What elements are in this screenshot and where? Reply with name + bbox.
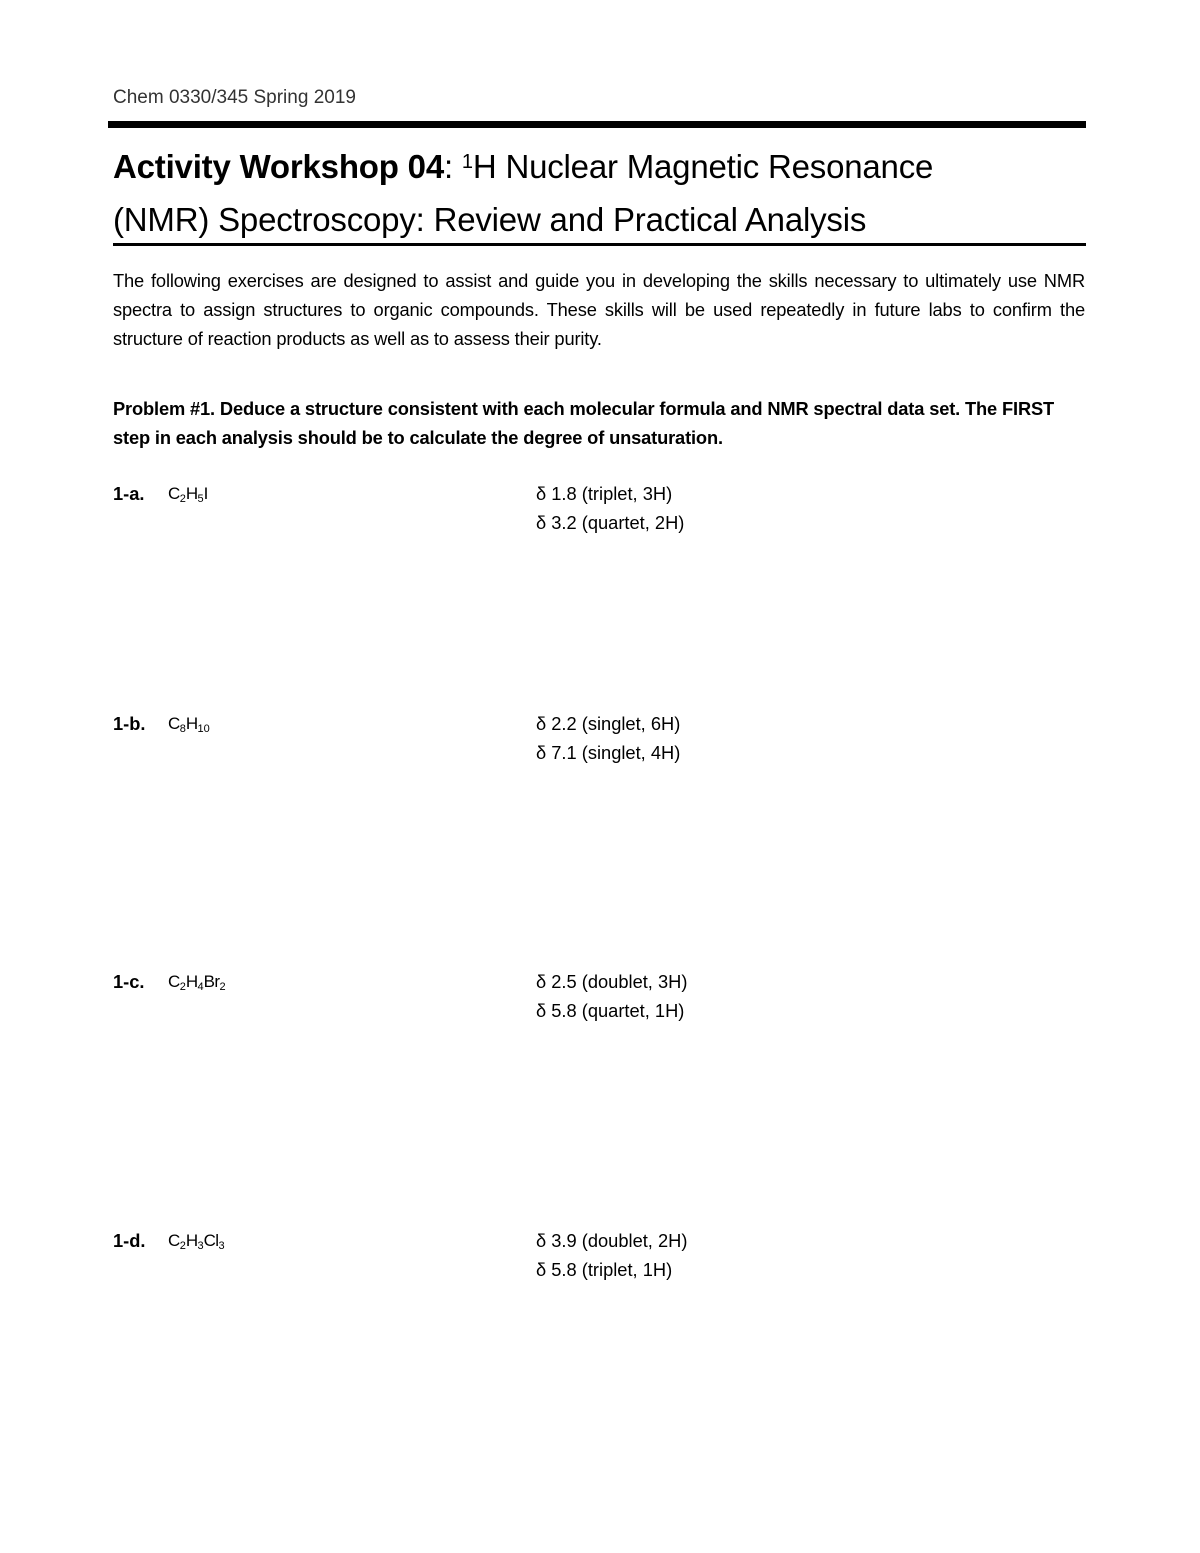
formula-subscript: 10: [197, 723, 210, 735]
nmr-shift: δ 2.2 (singlet, 6H): [536, 713, 681, 734]
intro-paragraph: The following exercises are designed to assist and guide you in developing the skills necessary to ultimately use NMR spectra to assign structures to organic compounds. These skills will be used repeatedly in future labs to confirm the structure of reaction products as well as to assess their purity.: [113, 270, 1085, 349]
item-label: 1-c.: [113, 971, 145, 992]
formula-subscript: 8: [179, 723, 186, 735]
problem-item-1d: [113, 1226, 1085, 1286]
formula-element: C: [168, 1231, 180, 1250]
formula-subscript: 5: [197, 493, 204, 505]
title-activity-label: Activity Workshop 04: [113, 148, 444, 185]
formula-subscript: 4: [197, 981, 204, 993]
formula-element: I: [203, 484, 208, 503]
nmr-shift: δ 7.1 (singlet, 4H): [536, 742, 681, 763]
molecular-formula: [168, 479, 208, 511]
formula-subscript: 2: [219, 981, 226, 993]
formula-subscript: 2: [179, 1240, 186, 1252]
title-line1-text: H Nuclear Magnetic Resonance: [472, 148, 934, 185]
item-label: 1-b.: [113, 713, 146, 734]
nmr-shift-list: [536, 479, 684, 537]
nmr-shift-list: [536, 967, 687, 1025]
nmr-shift-list: [536, 1226, 687, 1284]
formula-element: H: [185, 1231, 198, 1250]
formula-subscript: 2: [179, 493, 186, 505]
formula-element: Cl: [203, 1231, 219, 1250]
formula-subscript: 2: [179, 981, 186, 993]
item-label: 1-a.: [113, 483, 145, 504]
formula-element: H: [185, 972, 198, 991]
title-colon: :: [443, 148, 462, 185]
nmr-shift: δ 2.5 (doublet, 3H): [536, 971, 688, 992]
formula-element: H: [185, 714, 198, 733]
formula-element: C: [168, 714, 180, 733]
molecular-formula: [168, 1226, 225, 1258]
page-title: [113, 143, 1073, 244]
course-header: Chem 0330/345 Spring 2019: [113, 87, 356, 108]
formula-element: C: [168, 484, 180, 503]
header-divider: [108, 121, 1086, 128]
formula-subscript: 3: [218, 1240, 225, 1252]
problem-item-1c: [113, 967, 1085, 1027]
nmr-shift: δ 3.2 (quartet, 2H): [536, 512, 685, 533]
nmr-shift: δ 1.8 (triplet, 3H): [536, 483, 673, 504]
problem-item-1a: [113, 479, 1085, 539]
molecular-formula: [168, 967, 226, 999]
molecular-formula: [168, 709, 210, 741]
nmr-shift: δ 5.8 (quartet, 1H): [536, 1000, 685, 1021]
title-isotope-superscript: 1: [461, 151, 473, 173]
nmr-shift: δ 3.9 (doublet, 2H): [536, 1230, 688, 1251]
formula-subscript: 3: [197, 1240, 204, 1252]
title-line2-text: (NMR) Spectroscopy: Review and Practical Analysis: [113, 201, 867, 238]
problem-item-1b: [113, 709, 1085, 769]
nmr-shift: δ 5.8 (triplet, 1H): [536, 1259, 673, 1280]
formula-element: Br: [203, 972, 220, 991]
problem-statement: Problem #1. Deduce a structure consistent with each molecular formula and NMR spectral data set. The FIRST step in each analysis should be to calculate the degree of unsaturation.: [113, 398, 1055, 448]
formula-element: H: [185, 484, 198, 503]
formula-element: C: [168, 972, 180, 991]
nmr-shift-list: [536, 709, 680, 767]
item-label: 1-d.: [113, 1230, 146, 1251]
title-divider: [113, 243, 1086, 246]
